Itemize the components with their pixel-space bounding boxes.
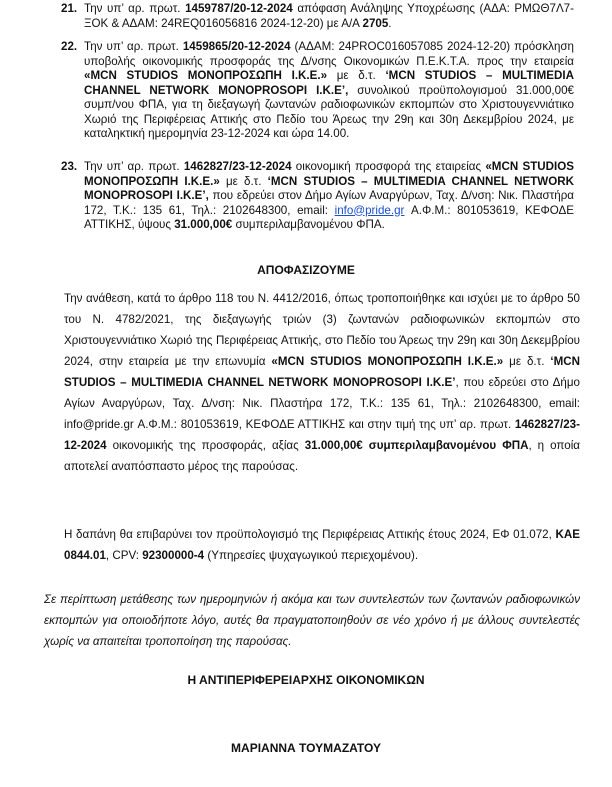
item-number: 23. bbox=[61, 160, 78, 173]
decision-heading: ΑΠΟΦΑΣΙΖΟΥΜΕ bbox=[257, 263, 355, 277]
item-text: Την υπ’ αρ. πρωτ. 1459865/20-12-2024 (ΑΔΑΜ: 24PROC016057085 2024-12-20) πρόσκληση υποβολής οικονομικής προσφοράς της Δ/νσης Οικονομικών Π.Ε.Κ.Τ.Α. προς την εταιρεία «MCN STUDIOS ΜΟΝΟΠΡΟΣΩΠΗ Ι.Κ.Ε.» με δ.τ. ‘MCN STUDIOS – MULTIMEDIA CHANNEL NETWORK MONOPROSOPI I.K.E’, συνολικού προϋπολογισμού 31.000,00€ συμπ/νου ΦΠΑ, για τη διεξαγωγή ζωντανών ραδιοφωνικών εκπομπών στο Χριστουγεννιάτικο Χωριό της Περιφέρειας Αττικής στο Πεδίο του Άρεως την 29η και 30η Δεκεμβρίου 2024, με καταληκτική ημερομηνία 23-12-2024 και ώρα 14.00. bbox=[84, 40, 574, 140]
signer-title: Η ΑΝΤΙΠΕΡΙΦΕΡΕΙΑΡΧΗΣ ΟΙΚΟΝΟΜΙΚΩΝ bbox=[187, 673, 425, 687]
item-text: Την υπ’ αρ. πρωτ. 1459787/20-12-2024 απόφαση Ανάληψης Υποχρέωσης (ΑΔΑ: ΡΜΩΘ7Λ7-ΞΟΚ & ΑΔΑΜ: 24REQ016056816 2024-12-20) με Α/Α 2705. bbox=[84, 2, 574, 30]
item-number: 22. bbox=[61, 40, 78, 53]
note-paragraph: Σε περίπτωση μετάθεσης των ημερομηνιών ή ακόμα και των συντελεστών των ζωντανών ραδιοφωνικών εκπομπών για οποιοδήποτε λόγο, αυτές θα πραγματοποιηθούν σε νέο χρόνο ή με άλλους συντελεστές χωρίς να απαιτείται τροποποίηση της παρούσας. bbox=[44, 593, 580, 648]
item-number: 21. bbox=[61, 2, 78, 15]
list-item-21 bbox=[61, 2, 574, 31]
list-item-22 bbox=[61, 40, 574, 142]
expense-paragraph: Η δαπάνη θα επιβαρύνει τον προϋπολογισμό της Περιφέρειας Αττικής έτους 2024, ΕΦ 01.072, ΚΑΕ 0844.01, CPV: 92300000-4 (Υπηρεσίες ψυχαγωγικού περιεχομένου). bbox=[64, 528, 580, 562]
item-text: Την υπ’ αρ. πρωτ. 1462827/23-12-2024 οικονομική προσφορά της εταιρείας «MCN STUDIOS ΜΟΝΟΠΡΟΣΩΠΗ Ι.Κ.Ε.» με δ.τ. ‘MCN STUDIOS – MULTIMEDIA CHANNEL NETWORK MONOPROSOPI I.K.E’, που εδρεύει στον Δήμο Αγίων Αναργύρων, Ταχ. Δ/νση: Νικ. Πλαστήρα 172, Τ.Κ.: 135 61, Τηλ.: 2102648300, email: info@pride.gr Α.Φ.Μ.: 801053619, ΚΕΦΟΔΕ ΑΤΤΙΚΗΣ, ύψους 31.000,00€ συμπεριλαμβανομένου ΦΠΑ. bbox=[84, 160, 574, 231]
email-link[interactable]: info@pride.gr bbox=[334, 203, 405, 217]
decision-paragraph: Την ανάθεση, κατά το άρθρο 118 του Ν. 4412/2016, όπως τροποποιήθηκε και ισχύει με το άρθρο 50 του Ν. 4782/2021, της διεξαγωγής τριών (3) ζωντανών ραδιοφωνικών εκπομπών στο Χριστουγεννιάτικο Χωριό της Περιφέρειας Αττικής, στο Πεδίο του Άρεως την 29η και 30η Δεκεμβρίου 2024, στην εταιρεία με την επωνυμία «MCN STUDIOS ΜΟΝΟΠΡΟΣΩΠΗ Ι.Κ.Ε.» με δ.τ. ‘MCN STUDIOS – MULTIMEDIA CHANNEL NETWORK MONOPROSOPI I.K.E’, που εδρεύει στο Δήμο Αγίων Αναργύρων, Ταχ. Δ/νση: Νικ. Πλαστήρα 172, Τ.Κ.: 135 61, Τηλ.: 2102648300, email: info@pride.gr Α.Φ.Μ.: 801053619, ΚΕΦΟΔΕ ΑΤΤΙΚΗΣ και στην τιμή της υπ’ αρ. πρωτ. 1462827/23-12-2024 οικονομικής της προσφοράς, αξίας 31.000,00€ συμπεριλαμβανομένου ΦΠΑ, η οποία αποτελεί αναπόσπαστο μέρος της παρούσας. bbox=[64, 292, 580, 473]
list-item-23 bbox=[61, 160, 574, 233]
signer-name: ΜΑΡΙΑΝΝΑ ΤΟΥΜΑΖΑΤΟΥ bbox=[231, 741, 381, 755]
